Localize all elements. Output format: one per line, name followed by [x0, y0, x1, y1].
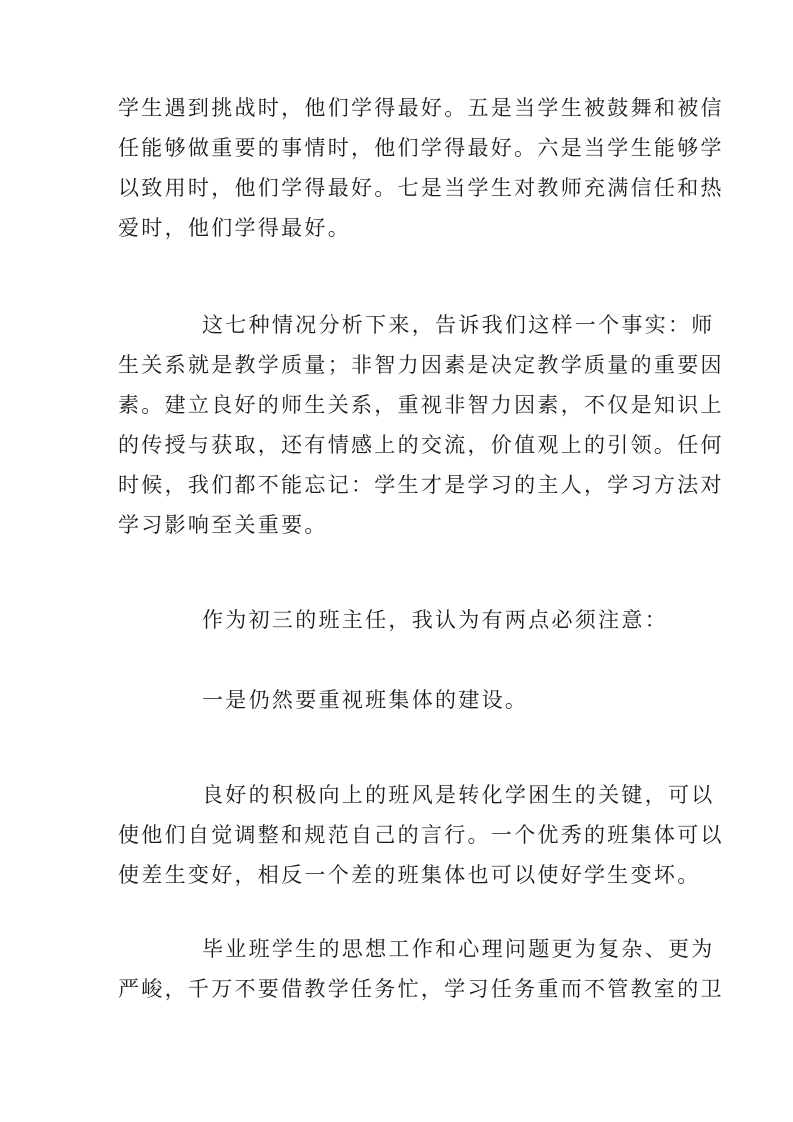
- paragraph-line: 毕业班学生的思想工作和心理问题更为复杂、更为: [202, 937, 715, 961]
- paragraph-line: 学习影响至关重要。: [118, 513, 328, 537]
- paragraph-6: [118, 929, 724, 1009]
- paragraph-line: 爱时，他们学得最好。: [118, 216, 351, 240]
- paragraph-1: [118, 88, 724, 248]
- paragraph-line: 任能够做重要的事情时，他们学得最好。六是当学生能够学: [118, 136, 724, 160]
- paragraph-line: 使差生变好，相反一个差的班集体也可以使好学生变坏。: [118, 863, 701, 887]
- paragraph-3: [118, 600, 688, 640]
- paragraph-line: 学生遇到挑战时，他们学得最好。五是当学生被鼓舞和被信: [118, 96, 724, 120]
- paragraph-line: 这七种情况分析下来，告诉我们这样一个事实：师: [202, 313, 715, 337]
- paragraph-2: [118, 305, 724, 545]
- paragraph-line: 使他们自觉调整和规范自己的言行。一个优秀的班集体可以: [118, 823, 724, 847]
- paragraph-line: 生关系就是教学质量；非智力因素是决定教学质量的重要因: [118, 353, 724, 377]
- paragraph-4: [118, 680, 688, 720]
- paragraph-line: 一是仍然要重视班集体的建设。: [202, 688, 529, 712]
- paragraph-line: 时候，我们都不能忘记：学生才是学习的主人，学习方法对: [118, 473, 724, 497]
- paragraph-line: 作为初三的班主任，我认为有两点必须注意：: [202, 608, 668, 632]
- paragraph-line: 严峻，千万不要借教学任务忙，学习任务重而不管教室的卫: [118, 977, 724, 1001]
- paragraph-line: 以致用时，他们学得最好。七是当学生对教师充满信任和热: [118, 176, 724, 200]
- paragraph-line: 素。建立良好的师生关系，重视非智力因素，不仅是知识上: [118, 393, 724, 417]
- paragraph-5: [118, 775, 724, 895]
- paragraph-line: 良好的积极向上的班风是转化学困生的关键，可以: [202, 783, 715, 807]
- paragraph-line: 的传授与获取，还有情感上的交流，价值观上的引领。任何: [118, 433, 724, 457]
